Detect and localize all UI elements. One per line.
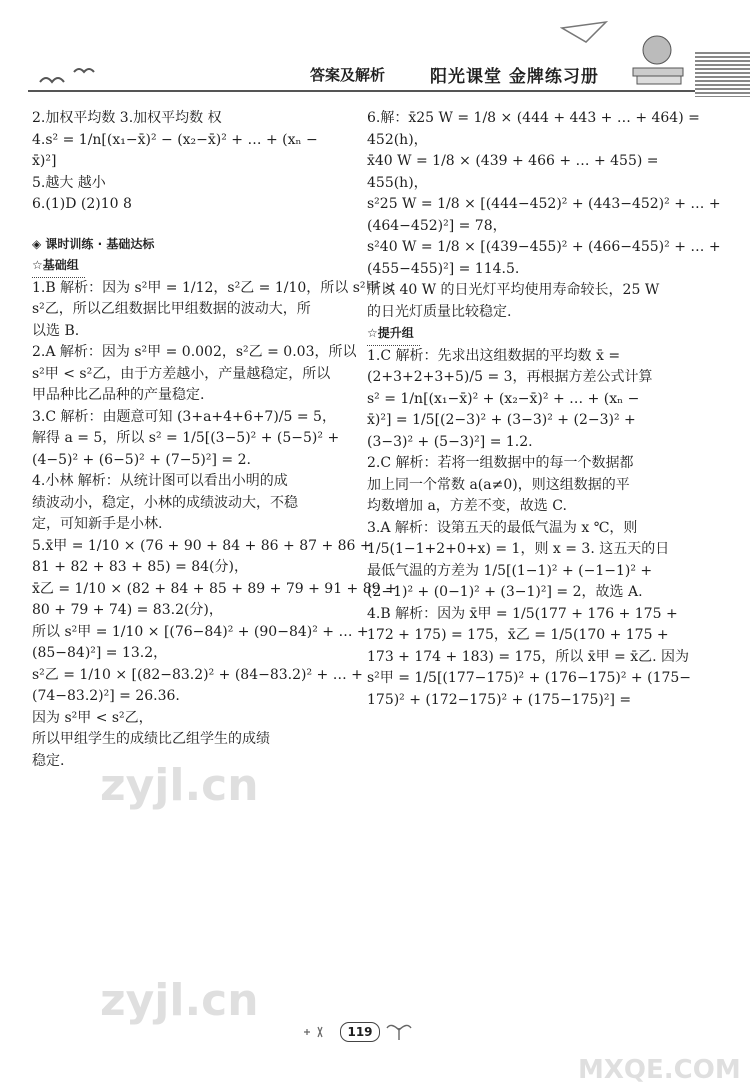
answer-line: (2+3+2+3+5)/5 = 3，再根据方差公式计算 [367,369,653,385]
answer-line: s²25 W = 1/8 × [(444−452)² + (443−452)² + … + [367,196,721,212]
answer-block-c [367,108,721,323]
answer-line: x̄)²] = 1/5[(2−3)² + (3−3)² + (2−3)² + [367,412,636,428]
header-rule [28,90,718,92]
watermark: zyjl.cn [100,975,259,1026]
globe-books-icon [625,30,690,90]
watermark: zyjl.cn [100,760,259,811]
answer-line: 2.A 解析：因为 s²甲 = 0.002，s²乙 = 0.03，所以 [32,344,357,360]
answer-line: 甲品种比乙品种的产量稳定. [32,387,205,403]
watermark: MXQE.COM [578,1055,741,1085]
answer-line: (2−1)² + (0−1)² + (3−1)²] = 2，故选 A. [367,584,643,600]
answer-line: 均数增加 a，方差不变，故选 C. [367,498,567,514]
answer-line: x̄40 W = 1/8 × (439 + 466 + … + 455) = [367,153,659,169]
section-heading-text: 课时训练 · 基础达标 [45,236,155,251]
answer-line: 以选 B. [32,322,80,339]
answer-line: 1/5(1−1+2+0+x) = 1，则 x = 3. 这五天的日 [367,541,670,557]
birds-icon [30,60,110,90]
subsection-heading [32,255,85,278]
header-stripes [695,52,750,97]
star-icon: ☆ [367,326,378,340]
answer-line: 175)² + (172−175)² + (175−175)²] = [367,691,632,708]
answer-line: 加上同一个常数 a(a≠0)，则这组数据的平 [367,476,630,493]
answer-line: 172 + 175) = 175，x̄乙 = 1/5(170 + 175 + [367,627,669,643]
page-header [0,0,750,110]
answer-line: 所以甲组学生的成绩比乙组学生的成绩 [32,731,270,747]
answer-line: (455−455)²] = 114.5. [367,260,520,277]
answer-line: 3.C 解析：由题意可知 (3+a+4+6+7)/5 = 5， [32,408,336,425]
answer-line: x̄乙 = 1/10 × (82 + 84 + 85 + 89 + 79 + 91 + 89 + [32,580,397,597]
answer-line: (74−83.2)²] = 26.36. [32,688,180,704]
diamond-icon: ◈ [32,236,42,251]
answer-line: 1.B 解析：因为 s²甲 = 1/12，s²乙 = 1/10，所以 s²甲 < [32,279,396,296]
page-number: 119 [340,1022,380,1042]
answer-line: s²乙，所以乙组数据比甲组数据的波动大，所 [32,301,311,317]
answer-line: 稳定. [32,752,65,769]
header-title: 答案及解析 [310,66,386,84]
answer-line: 5.x̄甲 = 1/10 × (76 + 90 + 84 + 86 + 87 + 86 + [32,537,372,554]
answer-line: 所以 s²甲 = 1/10 × [(76−84)² + (90−84)² + … + [32,623,369,640]
paper-plane-icon [560,18,610,48]
answer-block-a [32,108,337,216]
answer-line: 3.A 解析：设第五天的最低气温为 x ℃，则 [367,519,638,536]
answer-line: (85−84)²] = 13.2， [32,645,168,661]
subsection-heading [367,323,420,346]
answer-line: 81 + 82 + 83 + 85) = 84(分)， [32,559,248,575]
answer-line: 绩波动小，稳定，小林的成绩波动大，不稳 [32,494,298,511]
answer-line: x̄)²] [32,153,57,169]
subsection-heading-text: 基础组 [42,258,79,272]
answer-line: 1.C 解析：先求出这组数据的平均数 x̄ = [367,347,621,364]
answer-line: 452(h)， [367,131,428,148]
section-heading [32,234,337,256]
answer-line: 80 + 79 + 74) = 83.2(分)， [32,602,223,618]
header-series-title: 阳光课堂 金牌练习册 [430,67,599,87]
page-footer [0,1018,750,1048]
answer-line: 4.B 解析：因为 x̄甲 = 1/5(177 + 176 + 175 + [367,605,678,622]
subsection-heading-text: 提升组 [377,326,414,340]
answer-line: (464−452)²] = 78， [367,217,507,234]
answer-line: s²甲 = 1/5[(177−175)² + (176−175)² + (175− [367,670,692,686]
answer-line: (3−3)² + (5−3)²] = 1.2. [367,433,533,450]
plant-icon [384,1020,414,1042]
answer-line: 的日光灯质量比较稳定. [367,303,512,320]
answer-line: 455(h)， [367,174,428,191]
answer-line: 解得 a = 5，所以 s² = 1/5[(3−5)² + (5−5)² + [32,430,340,446]
answer-line: 2.C 解析：若将一组数据中的每一个数据都 [367,455,634,471]
answer-line: 6.解：x̄25 W = 1/8 × (444 + 443 + … + 464) = [367,110,700,126]
answer-line: 定，可知新手是小林. [32,516,163,532]
answer-line: 5.越大 越小 [32,174,106,191]
answer-line: s²乙 = 1/10 × [(82−83.2)² + (84−83.2)² + … + [32,666,363,683]
answer-line: 2.加权平均数 3.加权平均数 权 [32,110,222,126]
answer-block-d [367,346,692,712]
answer-line: (4−5)² + (6−5)² + (7−5)²] = 2. [32,451,251,468]
star-icon: ☆ [32,258,43,272]
answer-line: 最低气温的方差为 1/5[(1−1)² + (−1−1)² + [367,562,653,579]
answer-line: s² = 1/n[(x₁−x̄)² + (x₂−x̄)² + … + (xₙ − [367,390,640,407]
answer-line: s²40 W = 1/8 × [(439−455)² + (466−455)² + … + [367,239,721,255]
answer-line: 173 + 174 + 183) = 175，所以 x̄甲 = x̄乙. 因为 [367,648,690,665]
answer-line: s²甲 < s²乙，由于方差越小，产量越稳定，所以 [32,365,331,382]
answer-line: 所以 40 W 的日光灯平均使用寿命较长，25 W [367,282,660,298]
answer-line: 6.(1)D (2)10 8 [32,196,132,212]
answer-line: 4.s² = 1/n[(x₁−x̄)² − (x₂−x̄)² + … + (xₙ − [32,131,318,148]
sparkle-icon [300,1024,336,1040]
answer-line: 因为 s²甲 < s²乙， [32,709,153,726]
right-column [367,108,721,711]
answer-line: 4.小林 解析：从统计图可以看出小明的成 [32,473,288,489]
